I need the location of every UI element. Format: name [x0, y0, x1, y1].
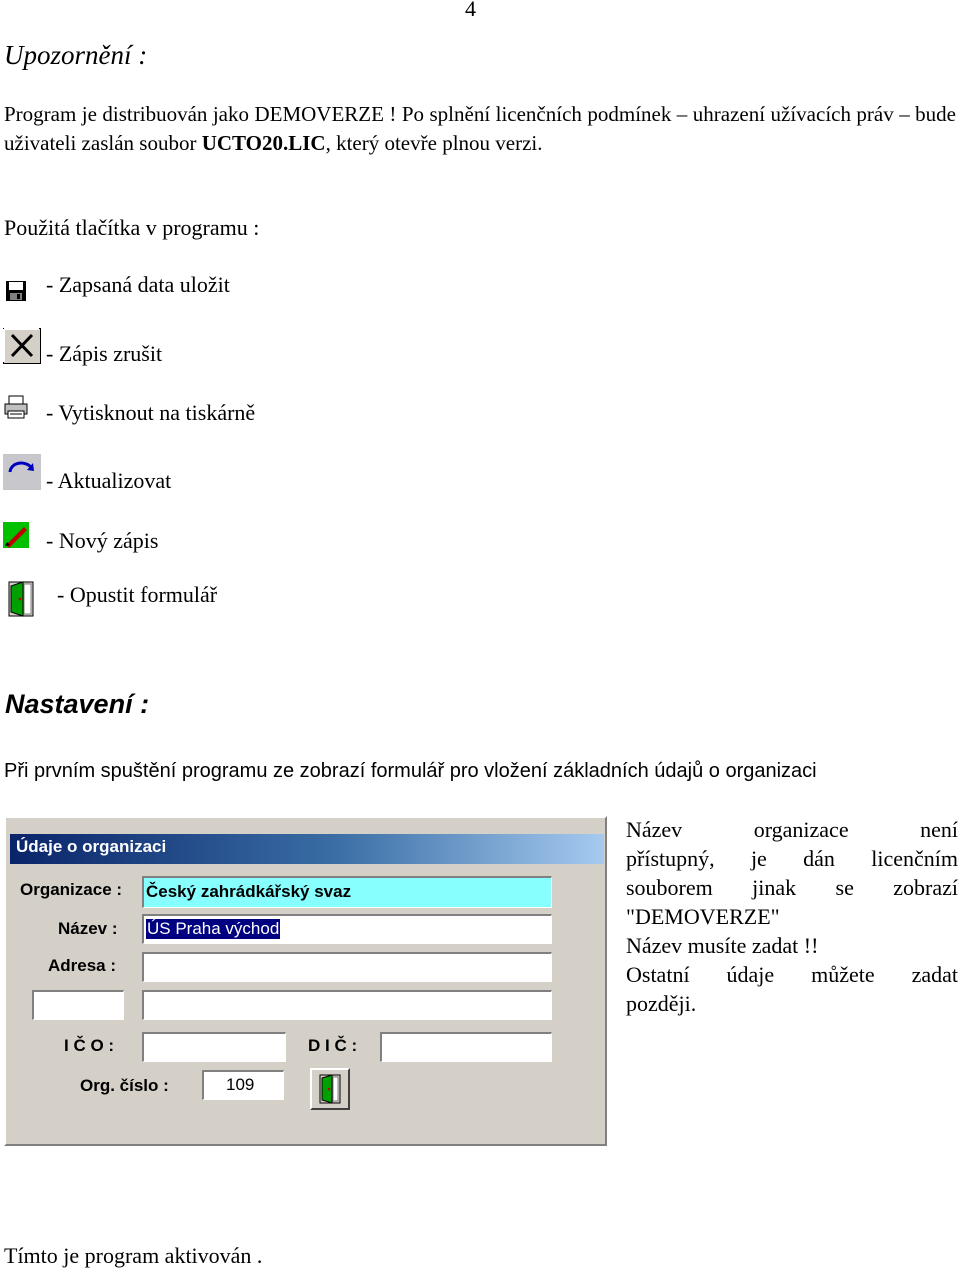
adresa-field-1[interactable]: [142, 952, 552, 982]
label-ico: I Č O :: [64, 1036, 115, 1055]
legend-label-print: - Vytisknout na tiskárně: [46, 400, 256, 425]
side-note-line: Název musíte zadat !!: [626, 933, 819, 958]
buttons-intro: Použitá tlačítka v programu :: [4, 215, 260, 240]
org-cislo-value: 109: [226, 1075, 255, 1094]
side-note-line: přístupný, je dán licenčním: [626, 846, 958, 871]
legend-label-save: - Zapsaná data uložit: [46, 272, 230, 297]
page-number: 4: [465, 0, 476, 21]
notice-heading: Upozornění :: [4, 40, 148, 70]
exit-door-icon: [6, 580, 36, 618]
side-note-line: Ostatní údaje můžete zadat: [626, 962, 958, 987]
exit-door-icon: [312, 1070, 348, 1108]
notice-text-part1: Program je distribuován jako DEMOVERZE ! Po splnění licenčních podmínek – uhrazení užívacích práv – bude uživateli zaslán soubor: [4, 102, 956, 155]
ico-field[interactable]: [142, 1032, 286, 1062]
printer-icon: [3, 394, 29, 420]
side-note-line: "DEMOVERZE": [626, 904, 780, 929]
side-note-line: Název organizace není: [626, 817, 958, 842]
organization-dialog: [4, 816, 607, 1146]
label-dic: D I Č :: [308, 1036, 358, 1055]
side-note-line: později.: [626, 991, 697, 1016]
legend-label-exit: - Opustit formulář: [57, 582, 218, 607]
psc-field[interactable]: [32, 990, 124, 1020]
notice-text-part2: , který otevře plnou verzi.: [325, 131, 543, 155]
new-record-pen-icon: [3, 522, 29, 548]
floppy-disk-icon: [5, 280, 27, 302]
legend-label-cancel: - Zápis zrušit: [46, 341, 163, 366]
legend-label-refresh: - Aktualizovat: [46, 468, 172, 493]
nazev-field[interactable]: [142, 914, 552, 944]
side-note: [626, 815, 958, 1018]
notice-paragraph: [4, 100, 956, 158]
cancel-x-icon: [3, 328, 41, 364]
footer-text: Tímto je program aktivován .: [4, 1243, 263, 1268]
label-org-cislo: Org. číslo :: [80, 1076, 169, 1095]
label-organizace: Organizace :: [20, 880, 123, 899]
side-note-line: souborem jinak se zobrazí: [626, 875, 958, 900]
organizace-value: Český zahrádkářský svaz: [146, 882, 352, 901]
settings-heading: Nastavení :: [5, 689, 150, 719]
license-file-name: UCTO20.LIC: [201, 131, 326, 155]
label-adresa: Adresa :: [48, 956, 117, 975]
dic-field[interactable]: [380, 1032, 552, 1062]
adresa-field-2[interactable]: [142, 990, 552, 1020]
refresh-arrow-icon: [3, 454, 41, 490]
org-cislo-field[interactable]: [202, 1070, 284, 1100]
label-nazev: Název :: [58, 919, 118, 938]
nazev-value: ÚS Praha východ: [147, 919, 280, 938]
organizace-field[interactable]: [142, 876, 552, 908]
settings-intro: Při prvním spuštění programu ze zobrazí formulář pro vložení základních údajů o organizaci: [4, 760, 817, 782]
dialog-title: Údaje o organizaci: [16, 837, 167, 856]
legend-label-new: - Nový zápis: [46, 528, 159, 553]
dialog-exit-button[interactable]: [310, 1068, 350, 1110]
dialog-titlebar: [10, 834, 604, 864]
